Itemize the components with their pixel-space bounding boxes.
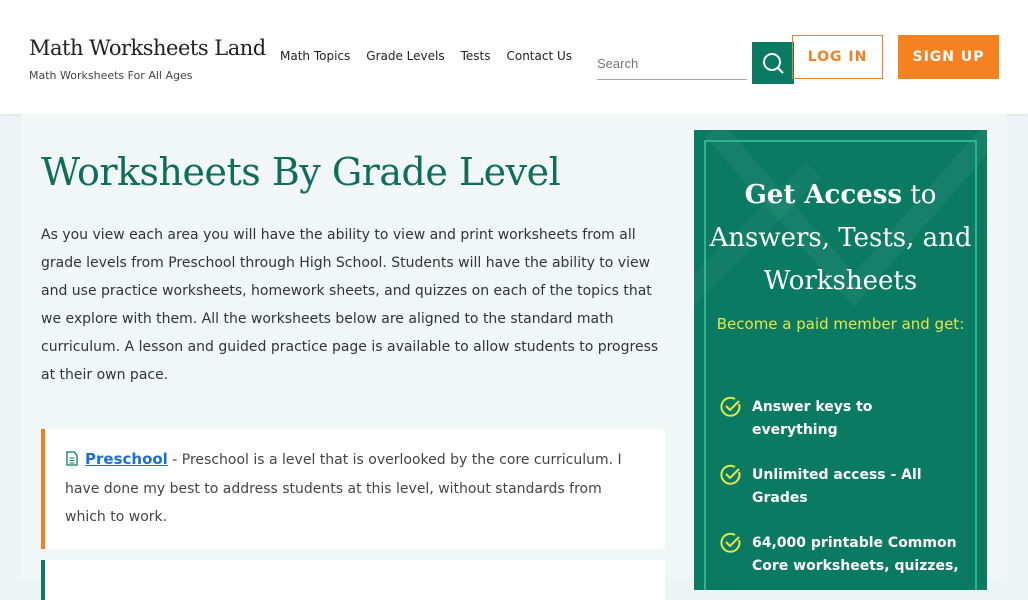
site-tagline: Math Worksheets For All Ages — [29, 69, 193, 82]
site-header — [0, 0, 1028, 114]
feature-item — [720, 396, 962, 442]
search-icon — [761, 51, 785, 75]
nav-math-topics[interactable]: Math Topics — [280, 49, 351, 63]
main-nav — [280, 49, 572, 63]
check-circle-icon — [720, 396, 742, 418]
search-button[interactable] — [752, 42, 794, 84]
page-title: Worksheets By Grade Level — [41, 150, 561, 194]
membership-promo — [694, 130, 987, 590]
intro-paragraph: As you view each area you will have the ability to view and print worksheets from all grade levels from Preschool through High School. Students will have the ability to view and use practice worksheets, homework sheets, and quizzes on each of the topics that we explore with them. All the worksheets below are aligned to the standard math curriculum. A lesson and guided practice page is available to allow students to progress at their own pace. — [41, 227, 659, 383]
check-circle-icon — [720, 464, 742, 486]
promo-title-rest: to Answers, Tests, and Worksheets — [709, 180, 972, 296]
feature-item — [720, 464, 962, 510]
signup-button[interactable]: SIGN UP — [898, 35, 999, 79]
feature-text: Answer keys to everything — [752, 399, 873, 438]
feature-item — [720, 532, 962, 578]
grade-card — [41, 560, 665, 600]
nav-grade-levels[interactable]: Grade Levels — [366, 49, 445, 63]
document-icon — [65, 451, 79, 466]
feature-text: Unlimited access - All Grades — [752, 467, 922, 506]
search-input[interactable] — [597, 44, 747, 80]
check-circle-icon — [720, 532, 742, 554]
nav-contact-us[interactable]: Contact Us — [506, 49, 573, 63]
preschool-description: - Preschool is a level that is overlooked by the core curriculum. I have done my best to address students at this level, without standards from which to work. — [65, 452, 622, 525]
login-button[interactable]: LOG IN — [792, 35, 883, 79]
promo-title — [694, 174, 987, 303]
site-logo[interactable]: Math Worksheets Land — [29, 36, 266, 60]
promo-subtitle: Become a paid member and get: — [716, 315, 965, 333]
promo-title-bold: Get Access — [744, 180, 903, 210]
grade-card-preschool — [41, 429, 665, 549]
preschool-link[interactable]: Preschool — [85, 450, 168, 468]
nav-tests[interactable]: Tests — [460, 49, 491, 63]
feature-text: 64,000 printable Common Core worksheets, quizzes, — [752, 535, 959, 574]
